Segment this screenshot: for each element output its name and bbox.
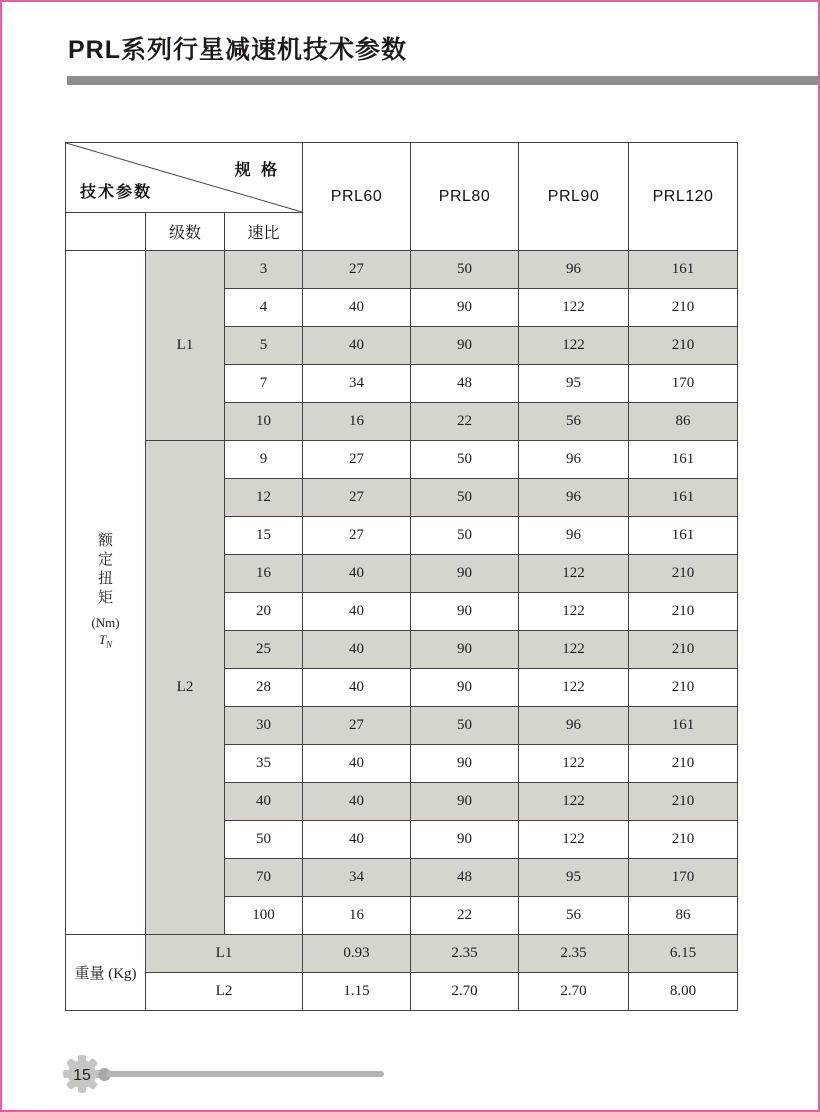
ratio-cell: 12 [225,479,303,517]
torque-value-cell: 50 [411,707,519,745]
torque-value-cell: 40 [303,631,411,669]
torque-value-cell: 122 [519,555,629,593]
weight-value-cell: 2.35 [411,935,519,973]
footer-decorative-line [106,1071,384,1077]
corner-label-spec: 规 格 [234,162,281,179]
torque-value-cell: 27 [303,707,411,745]
torque-value-cell: 210 [629,631,738,669]
torque-value-cell: 86 [629,897,738,935]
torque-value-cell: 40 [303,669,411,707]
torque-value-cell: 122 [519,289,629,327]
torque-value-cell: 22 [411,897,519,935]
weight-stage-cell: L2 [146,973,303,1011]
table-row [66,973,738,1011]
torque-symbol-main: T [98,632,107,648]
ratio-cell: 7 [225,365,303,403]
torque-value-cell: 95 [519,365,629,403]
ratio-cell: 4 [225,289,303,327]
torque-value-cell: 90 [411,327,519,365]
page-number: 15 [73,1067,91,1084]
torque-value-cell: 40 [303,821,411,859]
torque-value-cell: 90 [411,745,519,783]
torque-value-cell: 40 [303,745,411,783]
torque-value-cell: 96 [519,517,629,555]
torque-value-cell: 27 [303,251,411,289]
corner-label-params: 技术参数 [80,184,153,201]
torque-value-cell: 210 [629,745,738,783]
ratio-cell: 9 [225,441,303,479]
torque-value-cell: 161 [629,441,738,479]
ratio-cell: 16 [225,555,303,593]
ratio-cell: 15 [225,517,303,555]
torque-value-cell: 90 [411,631,519,669]
torque-symbol [99,632,112,653]
torque-value-cell: 16 [303,897,411,935]
torque-value-cell: 22 [411,403,519,441]
weight-value-cell: 6.15 [629,935,738,973]
torque-value-cell: 56 [519,897,629,935]
torque-value-cell: 210 [629,669,738,707]
page-number-gear-badge [62,1054,102,1094]
ratio-cell: 5 [225,327,303,365]
torque-value-cell: 56 [519,403,629,441]
ratio-cell: 70 [225,859,303,897]
torque-value-cell: 27 [303,441,411,479]
weight-value-cell: 0.93 [303,935,411,973]
column-header-prl120: PRL120 [629,143,738,251]
torque-label-char: 额 [97,533,113,550]
table-row [66,935,738,973]
torque-value-cell: 210 [629,821,738,859]
torque-value-cell: 161 [629,517,738,555]
torque-value-cell: 122 [519,631,629,669]
torque-value-cell: 90 [411,289,519,327]
torque-value-cell: 210 [629,555,738,593]
column-header-ratio: 速比 [225,213,303,251]
column-header-stages: 级数 [146,213,225,251]
torque-value-cell: 90 [411,593,519,631]
torque-value-cell: 96 [519,707,629,745]
torque-value-cell: 96 [519,441,629,479]
torque-value-cell: 50 [411,517,519,555]
torque-value-cell: 96 [519,251,629,289]
spec-table [65,142,738,1011]
weight-value-cell: 8.00 [629,973,738,1011]
torque-value-cell: 48 [411,859,519,897]
weight-stage-cell: L1 [146,935,303,973]
torque-value-cell: 122 [519,669,629,707]
torque-value-cell: 122 [519,327,629,365]
torque-value-cell: 40 [303,783,411,821]
torque-value-cell: 170 [629,859,738,897]
torque-value-cell: 96 [519,479,629,517]
torque-value-cell: 90 [411,669,519,707]
page-footer [2,1050,818,1100]
gear-icon [62,1054,102,1094]
torque-value-cell: 210 [629,327,738,365]
stage-cell: L1 [146,251,225,441]
torque-value-cell: 90 [411,821,519,859]
ratio-cell: 35 [225,745,303,783]
torque-symbol-subscript: N [106,639,113,650]
rated-torque-header-cell [66,251,146,935]
torque-value-cell: 90 [411,555,519,593]
weight-value-cell: 2.35 [519,935,629,973]
torque-value-cell: 95 [519,859,629,897]
header-row-models [66,143,738,213]
torque-label-char: 定 [97,552,113,569]
torque-value-cell: 40 [303,289,411,327]
weight-value-cell: 1.15 [303,973,411,1011]
page-title: PRL系列行星减速机技术参数 [68,36,408,64]
ratio-cell: 10 [225,403,303,441]
column-header-prl80: PRL80 [411,143,519,251]
torque-value-cell: 34 [303,859,411,897]
torque-label-char: 扭 [97,571,113,588]
torque-value-cell: 40 [303,327,411,365]
torque-value-cell: 122 [519,783,629,821]
ratio-cell: 28 [225,669,303,707]
torque-value-cell: 50 [411,479,519,517]
torque-unit-label: (Nm) [91,615,120,631]
torque-value-cell: 170 [629,365,738,403]
torque-value-cell: 210 [629,593,738,631]
torque-value-cell: 210 [629,783,738,821]
ratio-cell: 25 [225,631,303,669]
ratio-cell: 100 [225,897,303,935]
weight-label-cell: 重量 (Kg) [66,935,146,1011]
torque-value-cell: 86 [629,403,738,441]
rated-torque-label [66,532,145,653]
torque-value-cell: 90 [411,783,519,821]
torque-value-cell: 210 [629,289,738,327]
torque-value-cell: 40 [303,593,411,631]
torque-value-cell: 122 [519,821,629,859]
ratio-cell: 30 [225,707,303,745]
weight-value-cell: 2.70 [411,973,519,1011]
corner-empty-cell [66,213,146,251]
title-underline-bar [67,76,820,85]
torque-value-cell: 50 [411,251,519,289]
torque-value-cell: 27 [303,517,411,555]
column-header-prl60: PRL60 [303,143,411,251]
ratio-cell: 40 [225,783,303,821]
torque-value-cell: 161 [629,251,738,289]
torque-value-cell: 34 [303,365,411,403]
torque-value-cell: 16 [303,403,411,441]
torque-value-cell: 122 [519,745,629,783]
column-header-prl90: PRL90 [519,143,629,251]
table-row [66,441,738,479]
torque-value-cell: 27 [303,479,411,517]
weight-value-cell: 2.70 [519,973,629,1011]
ratio-cell: 50 [225,821,303,859]
torque-value-cell: 161 [629,479,738,517]
torque-value-cell: 48 [411,365,519,403]
table-row [66,251,738,289]
torque-value-cell: 122 [519,593,629,631]
torque-value-cell: 161 [629,707,738,745]
table-corner-cell [66,143,303,213]
ratio-cell: 20 [225,593,303,631]
stage-cell: L2 [146,441,225,935]
torque-value-cell: 50 [411,441,519,479]
torque-label-char: 矩 [97,590,113,607]
torque-value-cell: 40 [303,555,411,593]
ratio-cell: 3 [225,251,303,289]
